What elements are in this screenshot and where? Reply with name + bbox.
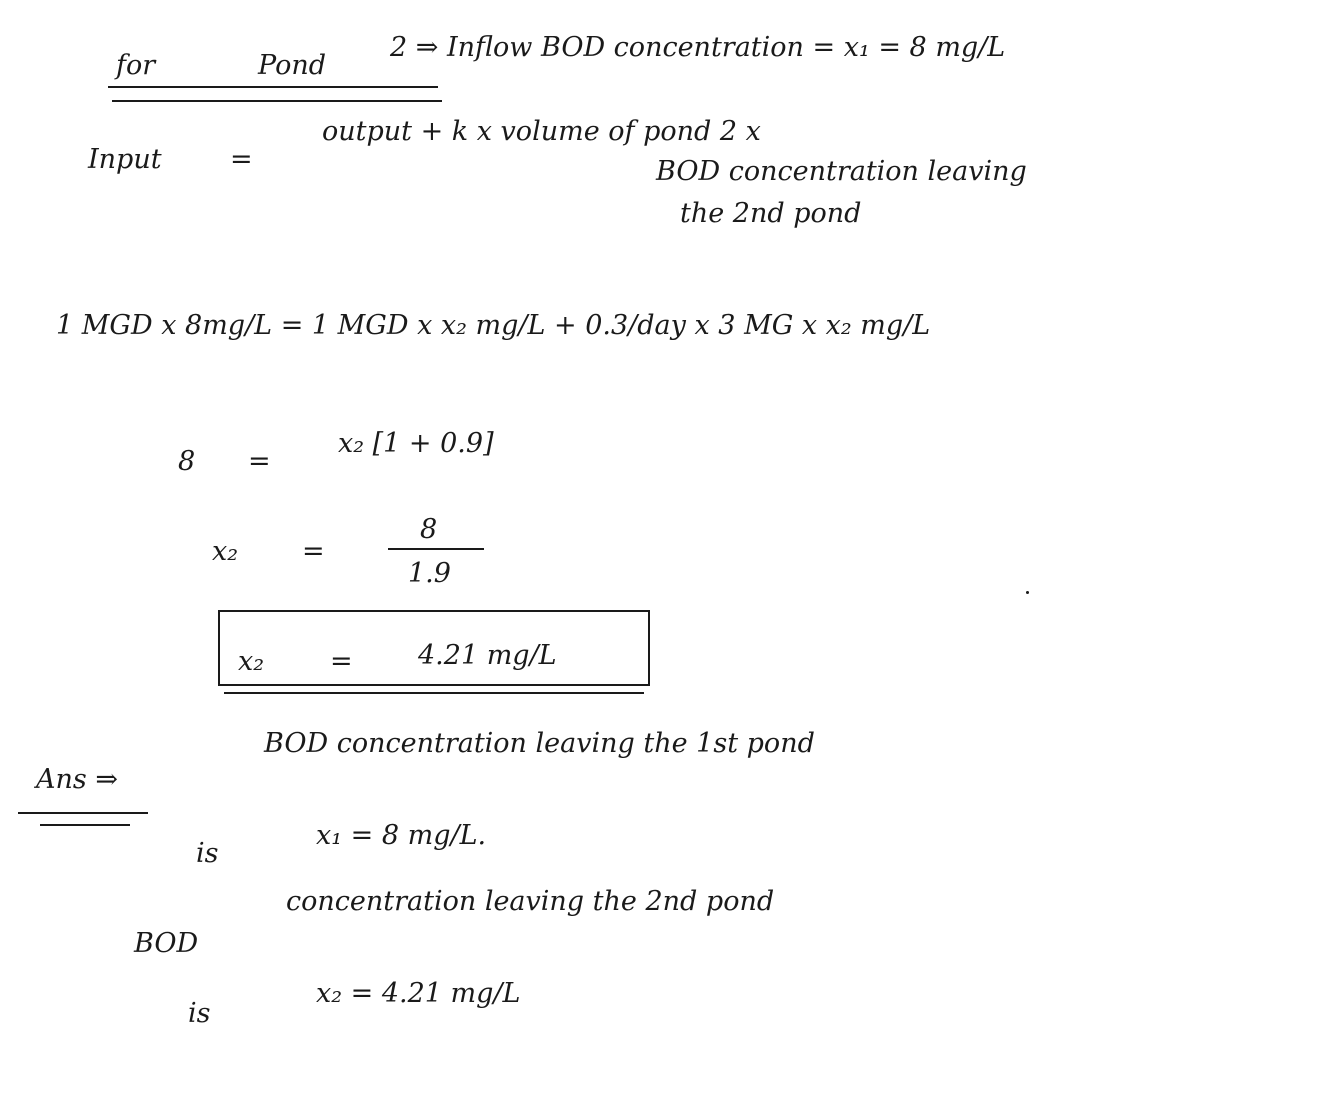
balance-line-3: the 2nd pond (680, 198, 862, 229)
answer-line-1: BOD concentration leaving the 1st pond (264, 728, 815, 759)
answer-label: Ans ⇒ (36, 764, 118, 795)
fraction-denominator: 1.9 (408, 558, 451, 589)
mass-balance-equation: 1 MGD x 8mg/L = 1 MGD x x₂ mg/L + 0.3/day x 3 MG x x₂ mg/L (56, 310, 931, 341)
answer-line-2: x₁ = 8 mg/L. (316, 820, 487, 851)
answer-line-3: concentration leaving the 2nd pond (286, 886, 775, 917)
balance-equals: = (230, 144, 253, 175)
balance-line-2: BOD concentration leaving (656, 156, 1027, 187)
fraction-bar (388, 548, 484, 550)
result-lhs: x₂ (238, 646, 265, 677)
answer-is-1: is (196, 838, 219, 869)
heading-inflow-concentration: 2 ⇒ Inflow BOD concentration = x₁ = 8 mg/L (390, 32, 1006, 63)
result-equals: = (330, 646, 353, 677)
answer-underline-2 (40, 824, 130, 826)
step1-equals: = (248, 446, 271, 477)
result-box-underline (224, 692, 644, 694)
step2-equals: = (302, 536, 325, 567)
fraction-numerator: 8 (420, 514, 438, 545)
balance-input-label: Input (88, 144, 162, 175)
result-rhs: 4.21 mg/L (418, 640, 557, 671)
balance-line-1: output + k x volume of pond 2 x (322, 116, 761, 147)
answer-line-4: x₂ = 4.21 mg/L (316, 978, 521, 1009)
heading-underline-top (108, 86, 438, 88)
heading-for: for (116, 50, 156, 81)
stray-mark (1026, 591, 1029, 594)
step2-lhs: x₂ (212, 536, 239, 567)
answer-is-2: is (188, 998, 211, 1029)
answer-bod-label: BOD (134, 928, 199, 959)
heading-pond: Pond (258, 50, 327, 81)
step1-lhs: 8 (178, 446, 196, 477)
answer-underline-1 (18, 812, 148, 814)
heading-underline-bottom (112, 100, 442, 102)
step1-rhs: x₂ [1 + 0.9] (338, 428, 494, 459)
